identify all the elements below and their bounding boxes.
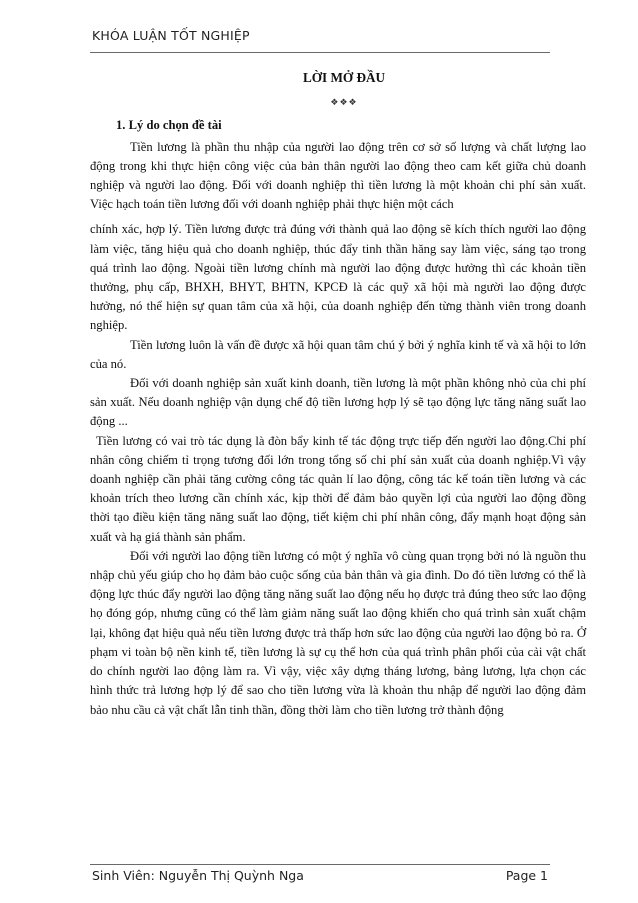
paragraph: chính xác, hợp lý. Tiền lương được trả đúng với thành quả lao động sẽ kích thích người lao động làm việc, tăng hiệu quả cho doanh nghiệp, thúc đẩy tinh thần hăng say làm việc, sáng tạo trong quá trình lao động. Ngoài tiền lương chính mà người lao động được hưởng thì các khoản tiền thưởng, phụ cấp, BHXH, BHYT, BHTN, KPCĐ là các quỹ xã hội mà người lao động được hưởng, nó thể hiện sự quan tâm của xã hội, của doanh nghiệp đến từng thành viên trong doanh nghiệp.: [90, 222, 586, 333]
paragraph: Đối với người lao động tiền lương có một ý nghĩa vô cùng quan trọng bởi nó là nguồn thu nhập chủ yếu giúp cho họ đảm bảo cuộc sống của bản thân và gia đình. Do đó tiền lương có thể là động lực thúc đẩy người lao động tăng năng suất lao động nếu họ được trả đúng theo sức lao động họ đóng góp, nhưng cũng có thể làm giảm năng suất lao động khiến cho quá trình sản xuất chậm lại, không đạt hiệu quả nếu tiền lương được trả thấp hơn sức lao động của người lao động bỏ ra. Ở phạm vi toàn bộ nền kinh tế, tiền lương là sự cụ thể hơn của quá trình phân phối của cải vật chất do chính người lao động làm ra. Vì vậy, việc xây dựng tháng lương, bảng lương, lựa chọn các hình thức trả lương hợp lý để sao cho tiền lương vừa là khoản thu nhập để người lao động đảm bảo nhu cầu cả vật chất lẫn tinh thần, đồng thời làm cho tiền lương trở thành động: [90, 548, 586, 717]
paragraph: Tiền lương luôn là vấn đề được xã hội quan tâm chú ý bởi ý nghĩa kinh tế và xã hội to lớn của nó.: [90, 337, 586, 371]
footer-page-number: Page 1: [505, 868, 548, 883]
header-title: KHÓA LUẬN TỐT NGHIỆP: [92, 28, 250, 43]
paragraph: Đối với doanh nghiệp sản xuất kinh doanh, tiền lương là một phần không nhỏ của chi phí sản xuất. Nếu doanh nghiệp vận dụng chế độ tiền lương hợp lý sẽ tạo động lực tăng năng suất lao động ...: [90, 376, 586, 429]
document-title: LỜI MỞ ĐẦU: [302, 70, 386, 85]
document-body: [90, 68, 586, 720]
page-header: [0, 0, 638, 56]
title-ornament: ❖❖❖: [330, 97, 358, 108]
paragraph: Tiền lương có vai trò tác dụng là đòn bẩy kinh tế tác động trực tiếp đến người lao động.Chi phí nhân công chiếm tỉ trọng tương đối lớn trong tổng số chi phí sản xuất của doanh nghiệp.Vì vậy doanh nghiệp cần phải tăng cường công tác quản lí lao động, công tác kế toán tiền lương và các khoản trích theo lương cần chính xác, kịp thời để đảm bảo quyền lợi của người lao động đồng thời tạo điều kiện tăng năng suất lao động, tiết kiệm chi phí nhân công, đẩy mạnh hoạt động sản xuất và hạ giá thành sản phẩm.: [90, 433, 586, 544]
section-heading: 1. Lý do chọn đề tài: [116, 118, 222, 133]
footer-student-name: Sinh Viên: Nguyễn Thị Quỳnh Nga: [92, 868, 304, 883]
header-divider: [90, 52, 550, 53]
paragraph: Tiền lương là phần thu nhập của người lao động trên cơ sở số lượng và chất lượng lao động trong khi thực hiện công việc của bản thân người lao động theo cam kết giữa chủ doanh nghiệp và người lao động. Đối với doanh nghiệp thì tiền lương là một khoản chi phí sản xuất. Việc hạch toán tiền lương đối với doanh nghiệp phải thực hiện một cách: [90, 139, 586, 212]
footer-divider: [90, 864, 550, 865]
